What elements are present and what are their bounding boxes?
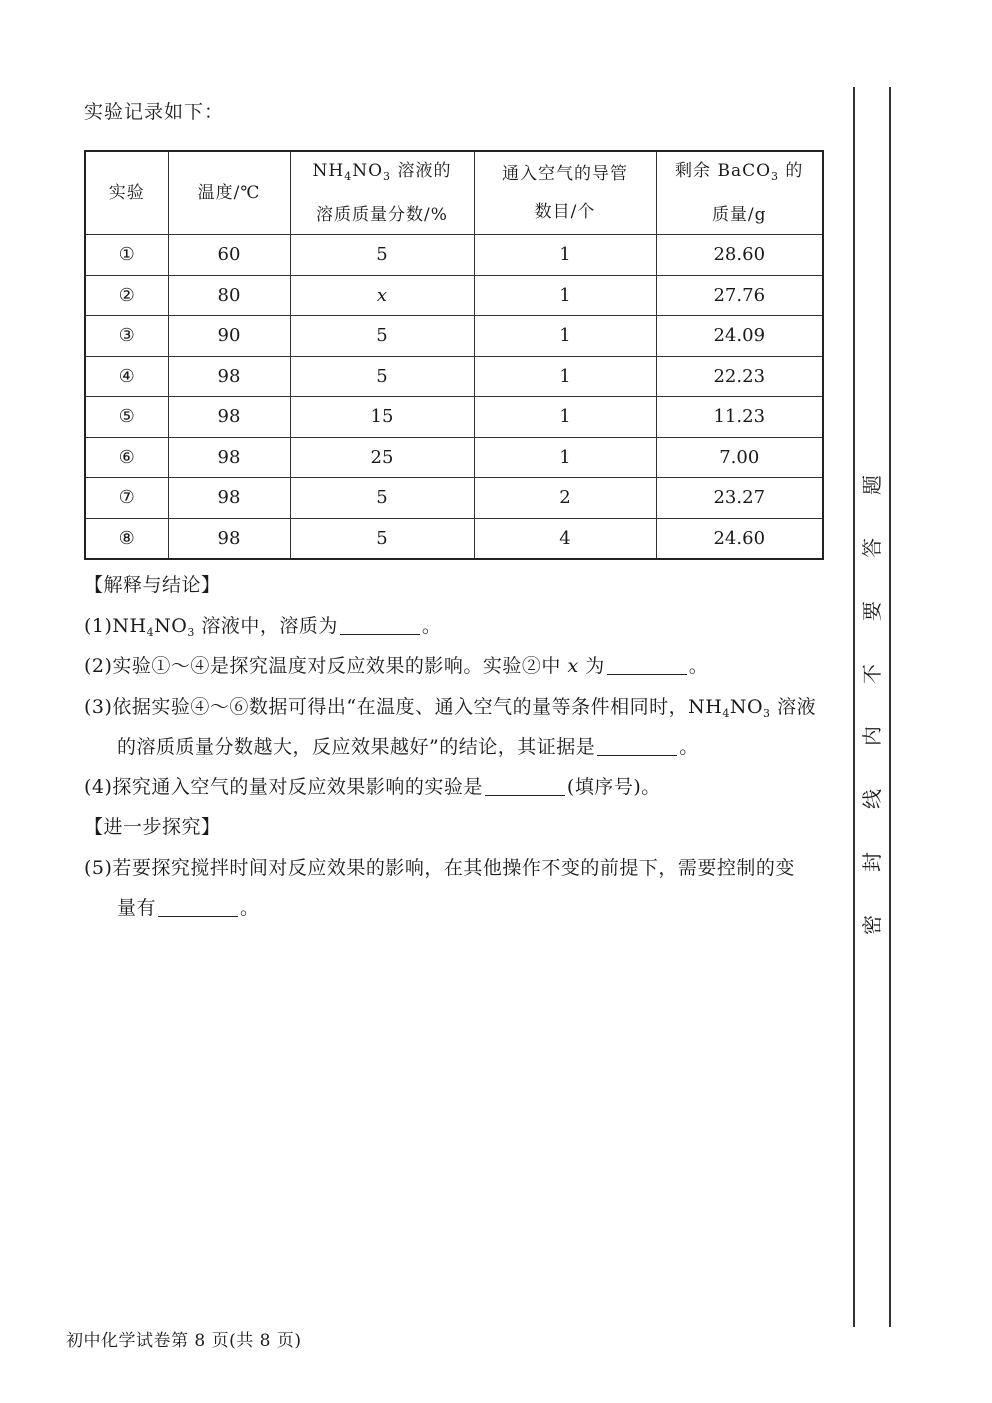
question-text: NO: [729, 696, 764, 718]
question-text: 。: [688, 655, 709, 677]
cell-mass: 24.60: [656, 518, 823, 559]
question-3: [84, 692, 816, 720]
table-row: [85, 518, 823, 559]
table-row: [85, 478, 823, 519]
header-air-tubes: [474, 151, 656, 235]
question-text: 。: [421, 615, 442, 637]
cell-temp: 98: [168, 518, 290, 559]
seal-char: 答: [860, 537, 884, 558]
cell-id: ②: [85, 275, 168, 316]
cell-temp: 60: [168, 235, 290, 276]
cell-id: ⑥: [85, 437, 168, 478]
question-text: (填序号)。: [566, 776, 661, 798]
cell-temp: 98: [168, 437, 290, 478]
header-fraction-text: NO: [352, 161, 384, 181]
cell-fraction: 5: [290, 478, 474, 519]
table-row: [85, 356, 823, 397]
intro-text: 实验记录如下：: [84, 101, 225, 123]
question-text: 的溶质质量分数越大，反应效果越好”的结论，其证据是: [117, 736, 596, 758]
header-experiment: 实验: [85, 151, 168, 235]
seal-char: 密: [860, 914, 884, 935]
table-row: [85, 397, 823, 438]
question-5: (5)若要探究搅拌时间对反应效果的影响，在其他操作不变的前提下，需要控制的变: [84, 857, 795, 879]
cell-fraction: 15: [290, 397, 474, 438]
table-row: [85, 316, 823, 357]
question-text: (4)探究通入空气的量对反应效果影响的实验是: [84, 776, 483, 798]
seal-border-line: [889, 87, 891, 1327]
section-heading-conclusion: 【解释与结论】: [84, 574, 221, 596]
cell-fraction: 25: [290, 437, 474, 478]
subscript: 3: [383, 170, 392, 183]
seal-char: 题: [860, 475, 884, 495]
cell-temp: 98: [168, 478, 290, 519]
cell-temp: 98: [168, 397, 290, 438]
question-4: [84, 772, 661, 799]
header-temperature: 温度/℃: [168, 151, 290, 235]
subscript: 4: [344, 170, 353, 183]
cell-id: ⑦: [85, 478, 168, 519]
cell-temp: 90: [168, 316, 290, 357]
cell-id: ③: [85, 316, 168, 357]
cell-mass: 22.23: [656, 356, 823, 397]
subscript: 3: [187, 626, 195, 639]
seal-border-line: [853, 87, 855, 1327]
variable-x: x: [567, 655, 579, 677]
question-text: 为: [578, 655, 605, 677]
seal-char: 要: [860, 600, 884, 621]
question-text: 。: [240, 897, 260, 919]
answer-blank: [485, 794, 565, 796]
subscript: 4: [722, 707, 730, 720]
answer-blank: [340, 633, 420, 635]
cell-mass: 23.27: [656, 478, 823, 519]
table-header-row: [85, 151, 823, 235]
cell-tubes: 4: [474, 518, 656, 559]
cell-mass: 7.00: [656, 437, 823, 478]
question-text: (3)依据实验④～⑥数据可得出“在温度、通入空气的量等条件相同时，NH: [84, 696, 723, 718]
answer-blank: [158, 915, 238, 917]
answer-blank: [607, 673, 687, 675]
cell-tubes: 1: [474, 397, 656, 438]
cell-tubes: 1: [474, 437, 656, 478]
cell-tubes: 1: [474, 275, 656, 316]
cell-mass: 28.60: [656, 235, 823, 276]
seal-char: 封: [860, 852, 884, 873]
cell-fraction: x: [290, 275, 474, 316]
cell-fraction: 5: [290, 356, 474, 397]
seal-line-notice: [860, 475, 884, 935]
subscript: 3: [771, 170, 780, 183]
header-mass-text: 的: [779, 161, 804, 181]
header-remaining-mass: [656, 151, 823, 235]
header-tubes-text: 数目/个: [534, 202, 596, 222]
header-fraction-text: 溶液的: [391, 161, 452, 181]
subscript: 3: [763, 707, 771, 720]
question-text: (2)实验①～④是探究温度对反应效果的影响。实验②中: [84, 655, 568, 677]
header-mass-text: 质量/g: [711, 205, 767, 225]
cell-tubes: 1: [474, 316, 656, 357]
cell-mass: 24.09: [656, 316, 823, 357]
cell-fraction: 5: [290, 518, 474, 559]
question-text: NO: [154, 615, 188, 637]
question-text: 量有: [117, 897, 157, 919]
header-mass-text: 剩余 BaCO: [675, 161, 772, 181]
seal-char: 不: [860, 663, 884, 684]
cell-id: ①: [85, 235, 168, 276]
answer-blank: [597, 754, 677, 756]
question-3-line-2: [117, 732, 699, 759]
question-text: 溶液中，溶质为: [194, 615, 338, 637]
table-row: [85, 235, 823, 276]
header-tubes-text: 通入空气的导管: [502, 164, 628, 184]
question-2: [84, 651, 708, 678]
section-heading-further: 【进一步探究】: [84, 816, 221, 838]
cell-temp: 98: [168, 356, 290, 397]
seal-char: 内: [860, 726, 884, 747]
question-text: (1)NH: [84, 615, 147, 637]
header-fraction-text: NH: [312, 161, 345, 181]
cell-mass: 11.23: [656, 397, 823, 438]
cell-id: ⑤: [85, 397, 168, 438]
cell-fraction: 5: [290, 235, 474, 276]
header-mass-fraction: [290, 151, 474, 235]
question-5-line-2: [117, 893, 260, 920]
question-1: [84, 611, 441, 639]
question-text: 。: [679, 736, 699, 758]
cell-fraction: 5: [290, 316, 474, 357]
question-text: 溶液: [770, 696, 817, 718]
seal-char: 线: [860, 789, 884, 810]
table-row: [85, 437, 823, 478]
cell-tubes: 2: [474, 478, 656, 519]
cell-tubes: 1: [474, 356, 656, 397]
cell-mass: 27.76: [656, 275, 823, 316]
cell-temp: 80: [168, 275, 290, 316]
table-row: [85, 275, 823, 316]
cell-id: ⑧: [85, 518, 168, 559]
experiment-record-table: [84, 150, 824, 560]
page-footer: 初中化学试卷第 8 页(共 8 页): [66, 1331, 302, 1351]
subscript: 4: [146, 626, 155, 639]
cell-tubes: 1: [474, 235, 656, 276]
cell-id: ④: [85, 356, 168, 397]
header-fraction-text: 溶质质量分数/%: [316, 205, 448, 225]
